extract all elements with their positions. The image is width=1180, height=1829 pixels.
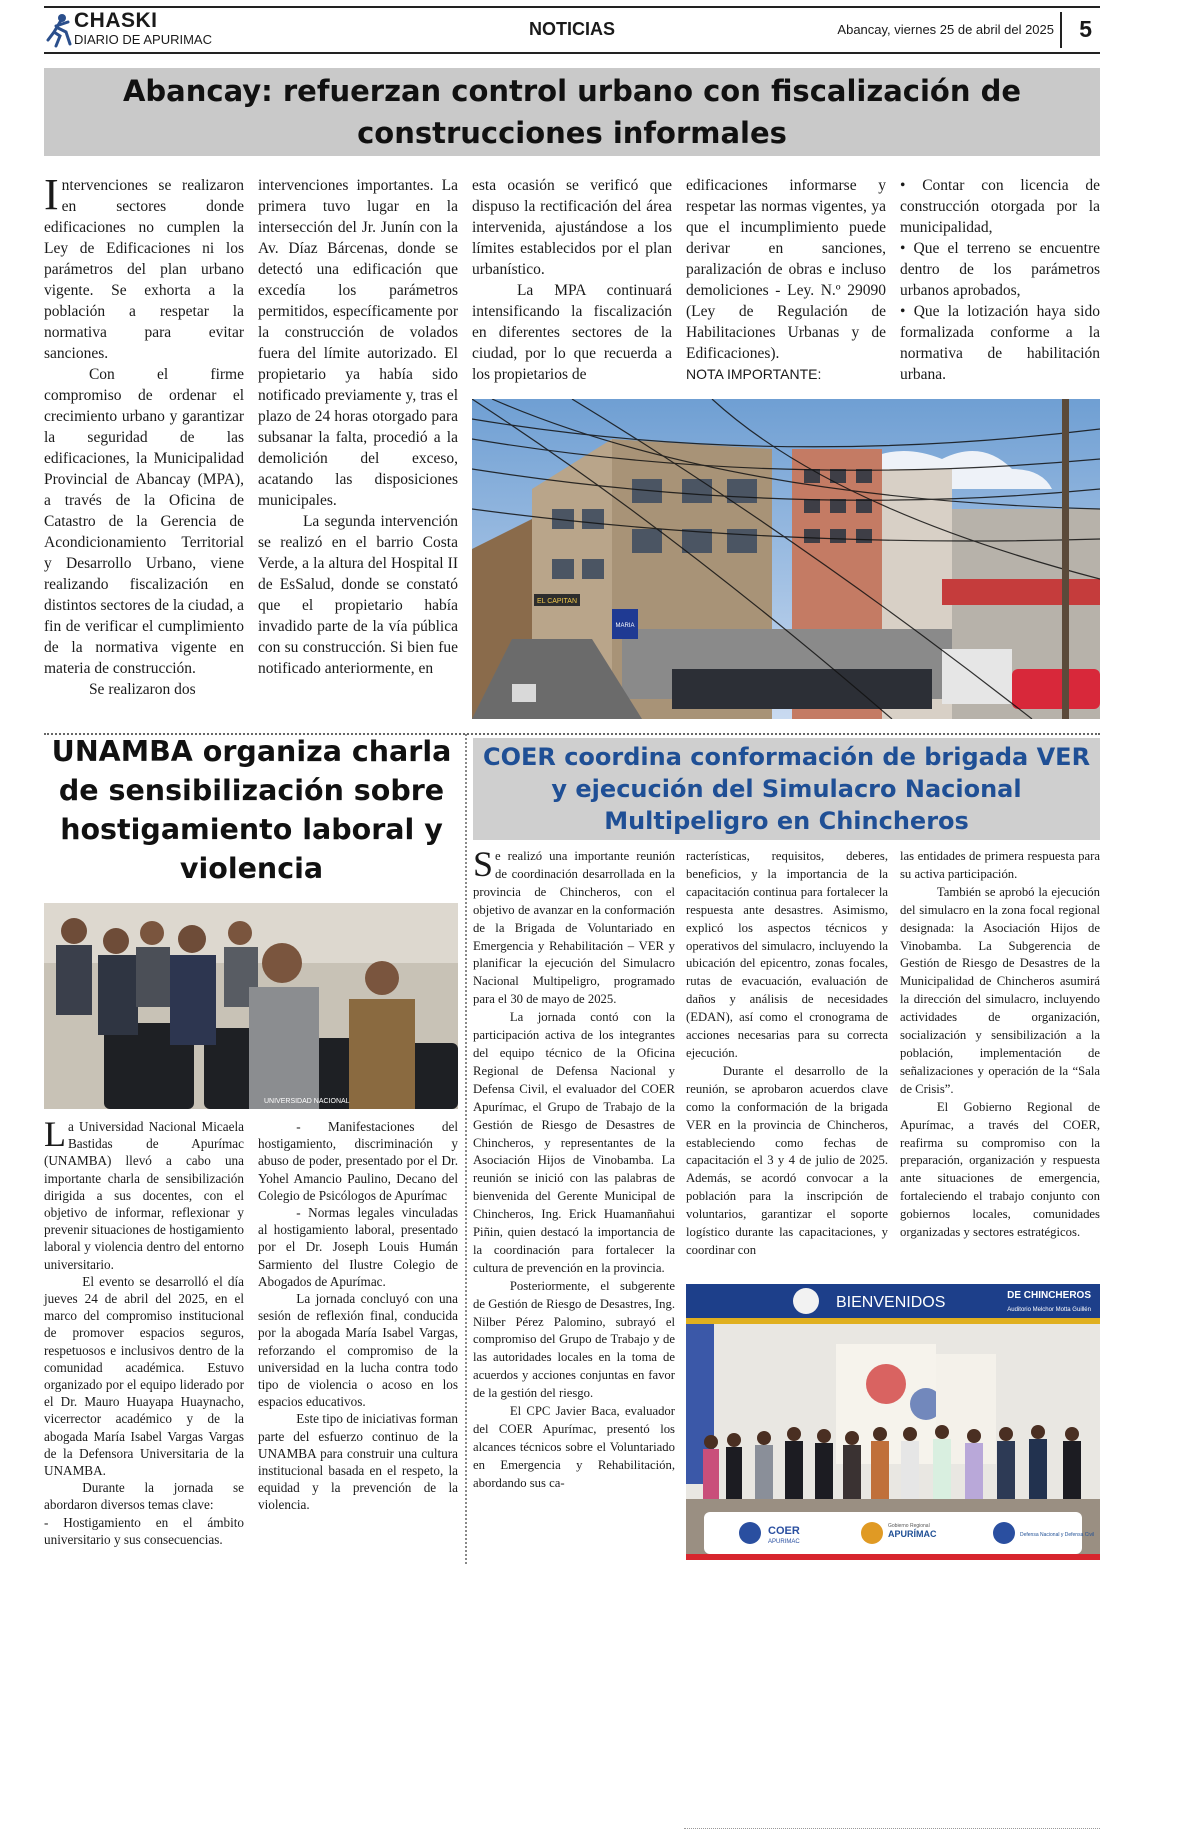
masthead bbox=[44, 6, 1100, 54]
article3-paragraph: racterísticas, requisitos, deberes, beneficios, y la importancia de la capacitación continua para fortalecer la respuesta ante desastres. Asimismo, explicó los aspectos técnicos y operativos del simulacro, incluyendo la ubicación del epicentro, zonas focales, rutas de evacuación, evaluación de daños y análisis de necesidades (EDAN), así como el cronograma de acciones necesarias para su correcta ejecución. bbox=[686, 849, 888, 1060]
article2-paragraph: Este tipo de iniciativas forman parte del esfuerzo continuo de la UNAMBA para construir una cultura institucional basada en el respeto, la equidad y la prevención de la violencia. bbox=[258, 1411, 458, 1513]
headline-coer-banner bbox=[473, 738, 1100, 840]
article2-col1 bbox=[44, 1114, 244, 1548]
column-divider bbox=[465, 734, 467, 1564]
article2-paragraph: - Hostigamiento en el ámbito universitario y sus consecuencias. bbox=[44, 1514, 244, 1547]
brand-name: CHASKI bbox=[74, 9, 158, 32]
article3-paragraph: La jornada contó con la participación activa de los integrantes del equipo técnico de la Oficina Regional de Defensa Nacional y Defensa Civil, el evaluador del COER Apurímac, el Grupo de Trabajo de la Gestión de Riesgo de Desastres de Chincheros, y representantes de la Asociación Hijos de Vinobamba. La reunión se inició con las palabras de bienvenida del Gerente Municipal de Chincheros, Ing. Erick Huamanñahui Piñin, quien destacó la importancia de la coordinación para fortalecer la cultura de prevención en la provincia. bbox=[473, 1010, 675, 1275]
photo-credit: UNIVERSIDAD NACIONAL bbox=[264, 1098, 350, 1105]
article2-paragraph: El evento se desarrolló el día jueves 24 de abril del 2025, en el marco del compromiso institucional de promover espacios seguros, respetuosos e inclusivos dentro de la comunidad académica. Estuvo organizado por el equipo liderado por el Dr. Mauro Huayapa Huaynacho, vicerrector académico y de la abogada María Isabel Vargas Vargas de la Defensora Universitaria de la UNAMBA. bbox=[44, 1273, 244, 1479]
article3-col1 bbox=[473, 844, 675, 1493]
article2-paragraph: - Normas legales vinculadas al hostigamiento laboral, presentado por el Dr. Joseph Louis Humán Sarmiento del Ilustre Colegio de Abogados de Apurímac. bbox=[258, 1205, 458, 1289]
dateline: Abancay, viernes 25 de abril del 2025 bbox=[837, 22, 1054, 37]
coer-group-photo bbox=[686, 1284, 1100, 1560]
brand-subtitle: DIARIO DE APURIMAC bbox=[74, 32, 212, 47]
article1-col2 bbox=[258, 175, 458, 679]
article2-paragraph: Durante la jornada se abordaron diversos temas clave: bbox=[44, 1480, 244, 1513]
article3-lead: Se realizó una importante reunión de coordinación desarrollada en la provincia de Chincheros, con el objetivo de avanzar en la conformación de la Brigada de Voluntariado en Emergencia y Rehabilitación – VER y planificar la ejecución del Simulacro Nacional Multipeligro, programado para el 30 de mayo de 2025. bbox=[473, 844, 675, 1007]
requirement-item: • Que el terreno se encuentre dentro de los parámetros urbanos aprobados, bbox=[900, 240, 1100, 299]
article1-paragraph: La segunda intervención se realizó en el barrio Costa Verde, a la altura del Hospital II de EsSalud, donde se constató que el propietario había invadido parte de la vía pública con su construcción. Si bien fue notificado anteriormente, en bbox=[258, 513, 458, 677]
article2-lead: La Universidad Nacional Micaela Bastidas de Apurímac (UNAMBA) llevó a cabo una importante charla de sensibilización dirigida a sus docentes, con el objetivo de informar, reflexionar y prevenir situaciones de hostigamiento laboral y violencia dentro del entorno universitario. bbox=[44, 1114, 244, 1272]
header-divider bbox=[1060, 12, 1062, 48]
page-number: 5 bbox=[1079, 16, 1092, 42]
article3-paragraph: Posteriormente, el subgerente de Gestión de Riesgo de Desastres, Ing. Nilber Pérez Palomino, subrayó el compromiso del Grupo de Trabajo y de las autoridades locales en la toma de acuerdos y acciones conjuntas en favor de la gestión del riesgo. bbox=[473, 1278, 675, 1401]
article1-col1 bbox=[44, 170, 244, 700]
article1-lead: Intervenciones se realizaron en sectores donde edificaciones no cumplen la Ley de Edificaciones ni los parámetros del plan urbano vigente. Se exhorta a la población a respetar la normativa para evitar sanciones. bbox=[44, 170, 244, 362]
article3-paragraph: El CPC Javier Baca, evaluador del COER Apurímac, presentó los alcances técnicos sobre el Voluntariado en Emergencia y Rehabilitación, abordando sus ca- bbox=[473, 1404, 675, 1490]
banner-welcome-text: BIENVENIDOS bbox=[836, 1294, 946, 1311]
article3-paragraph: Durante el desarrollo de la reunión, se aprobaron acuerdos clave como la conformación de la brigada VER en la provincia de Chincheros, estableciendo como fechas de capacitación el 3 y 4 de julio de 2025. Además, se acordó convocar a la población para la inscripción de voluntarios, garantizar el soporte logístico durante las capacitaciones, y coordinar con bbox=[686, 1063, 888, 1257]
requirement-item: • Contar con licencia de construcción otorgada por la municipalidad, bbox=[900, 177, 1100, 236]
article1-paragraph: Se realizaron dos bbox=[88, 681, 196, 698]
section-title: NOTICIAS bbox=[528, 19, 615, 39]
article2-paragraph: - Manifestaciones del hostigamiento, discriminación y abuso de poder, presentado por el Dr. Yohel Amancio Paulino, Decano del Colegio de Psicólogos de Apurímac bbox=[258, 1119, 458, 1203]
gore-logo-text: APURÍMAC bbox=[888, 1529, 937, 1539]
coer-logo-text: COER bbox=[768, 1525, 800, 1537]
unamba-talk-photo bbox=[44, 903, 458, 1109]
article3-paragraph: las entidades de primera respuesta para su activa participación. bbox=[900, 849, 1100, 881]
nota-importante-label: NOTA IMPORTANTE: bbox=[686, 366, 822, 382]
headline-banner bbox=[44, 68, 1100, 156]
article1-col4 bbox=[686, 175, 886, 385]
coer-logo-sub: APURIMAC bbox=[768, 1539, 800, 1545]
street-construction-photo bbox=[472, 399, 1100, 719]
headline-unamba: UNAMBA organiza charla de sensibilización sobre hostigamiento laboral y violencia bbox=[51, 735, 452, 885]
gore-logo-top: Gobierno Regional bbox=[888, 1523, 930, 1529]
article1-paragraph: esta ocasión se verificó que dispuso la rectificación del área intervenida, ajustándose a los límites establecidos por el plan urbanístico. bbox=[472, 177, 672, 278]
banner-auditorio-text: Auditorio Melchor Motta Guillén bbox=[1007, 1307, 1091, 1313]
article3-col2 bbox=[686, 848, 888, 1260]
headline-abancay: Abancay: refuerzan control urbano con fiscalización de construcciones informales bbox=[122, 74, 1022, 150]
article3-paragraph: También se aprobó la ejecución del simulacro en la zona focal regional designada: la Asociación Hijos de Vinobamba. La Subgerencia de Gestión de Riesgo de Desastres de la Municipalidad de Chincheros asumirá la dirección del simulacro, incluyendo actividades de organización, socialización y sensibilización a la población, implementación de señalizaciones y operación de la “Sala de Crisis”. bbox=[900, 884, 1100, 1096]
headline-coer: COER coordina conformación de brigada VER y ejecución del Simulacro Nacional Multipeligro en Chincheros bbox=[482, 743, 1091, 835]
article3-col3 bbox=[900, 848, 1100, 1242]
article1-col3 bbox=[472, 175, 672, 385]
defensa-civil-logo-text: Defensa Nacional y Defensa Civil bbox=[1020, 1532, 1095, 1538]
article2-paragraph: La jornada concluyó con una sesión de reflexión final, conducida por la abogada María Isabel Vargas, reforzando el compromiso de la universidad en la lucha contra todo tipo de violencia o acoso en los espacios educativos. bbox=[258, 1291, 458, 1410]
article1-paragraph: intervenciones importantes. La primera tuvo lugar en la intersección del Jr. Junín con la Av. Díaz Bárcenas, donde se detectó una edificación que excedía los parámetros permitidos, específicamente por la construcción de volados fuera del límite autorizado. El propietario ya había sido notificado previamente y, tras el plazo de 24 horas otorgado para subsanar la falta, procedió a la demolición del exceso, acatando las disposiciones municipales. bbox=[258, 177, 458, 509]
article1-col5 bbox=[900, 175, 1100, 385]
newspaper-page bbox=[44, 6, 1100, 1547]
article1-paragraph: Con el firme compromiso de ordenar el crecimiento urbano y garantizar la seguridad de las edificaciones, la Municipalidad Provincial de Abancay (MPA), a través de la Oficina de Catastro de la Gerencia de Acondicionamiento Territorial y Desarrollo Urbano, viene realizando fiscalización en distintos sectores de la ciudad, a fin de verificar el cumplimiento de la normativa vigente en materia de construcción. bbox=[44, 366, 244, 677]
article1-paragraph: La MPA continuará intensificando la fiscalización en diferentes sectores de la ciudad, por lo que recuerda a los propietarios de bbox=[472, 282, 672, 383]
banner-chincheros-text: DE CHINCHEROS bbox=[1007, 1290, 1091, 1301]
shop-sign-text: MARIA bbox=[615, 623, 635, 629]
article1-paragraph: edificaciones informarse y respetar las normas vigentes, ya que el incumplimiento puede derivar en sanciones, paralización de obras e incluso demoliciones - Ley. N.º 29090 (Ley de Regulación de Habilitaciones Urbanas y de Edificaciones). bbox=[686, 177, 886, 362]
requirement-item: • Que la lotización haya sido formalizada conforme a la normativa de habilitación urbana. bbox=[900, 303, 1100, 383]
shop-sign-text: EL CAPITAN bbox=[536, 598, 578, 605]
article2-col2 bbox=[258, 1118, 458, 1514]
article3-paragraph: El Gobierno Regional de Apurímac, a través del COER, reafirma su compromiso con la preparación, organización y respuesta ante situaciones de emergencia, fortaleciendo el trabajo conjunto con gobiernos locales, comunidades organizadas y sectores estratégicos. bbox=[900, 1099, 1100, 1240]
